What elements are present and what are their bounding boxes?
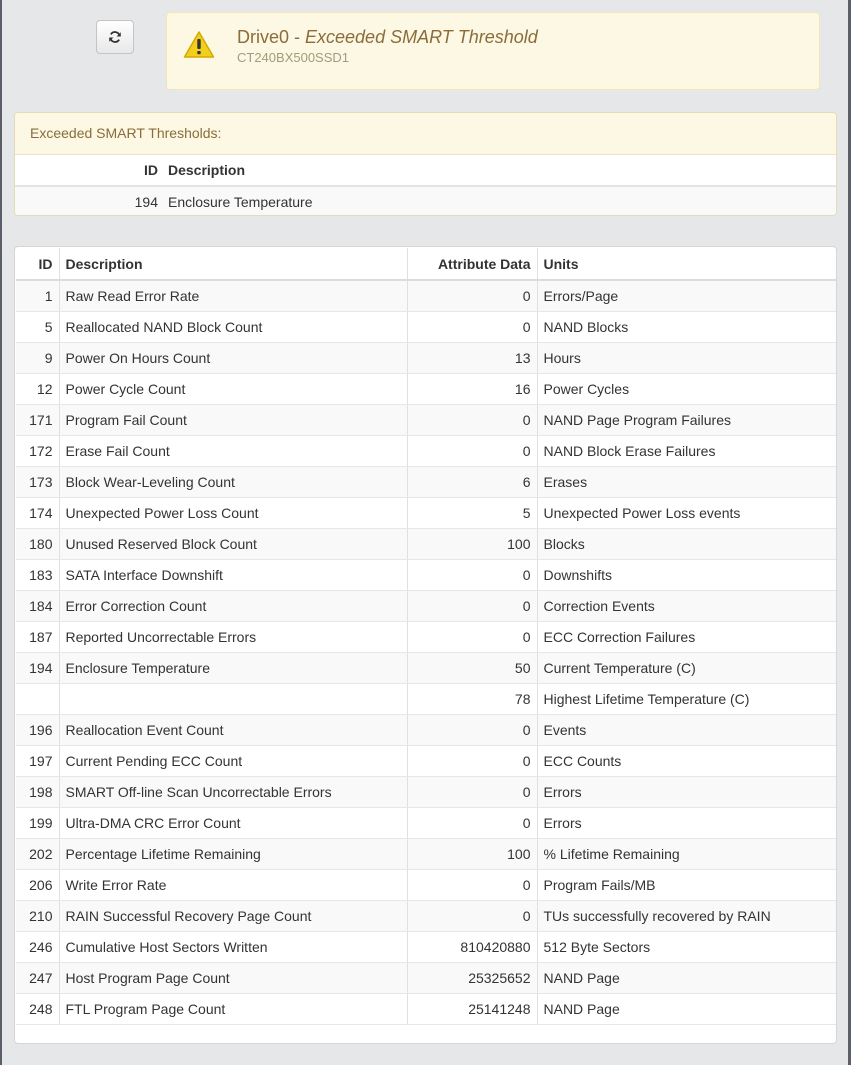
attribute-description: Cumulative Host Sectors Written: [59, 932, 407, 963]
attribute-data: 25325652: [407, 963, 537, 994]
page-panel: [2, 0, 848, 1065]
attribute-id: 173: [16, 467, 59, 498]
attribute-id: 198: [16, 777, 59, 808]
attribute-units: Power Cycles: [537, 374, 837, 405]
attribute-data: 100: [407, 529, 537, 560]
attribute-row: [16, 839, 837, 870]
attribute-description: Host Program Page Count: [59, 963, 407, 994]
attribute-units: ECC Correction Failures: [537, 622, 837, 653]
attribute-id: 206: [16, 870, 59, 901]
attribute-description: Enclosure Temperature: [59, 653, 407, 684]
attribute-units: Hours: [537, 343, 837, 374]
attribute-id: 197: [16, 746, 59, 777]
attribute-units: Blocks: [537, 529, 837, 560]
attribute-description: Block Wear-Leveling Count: [59, 467, 407, 498]
attribute-data: 5: [407, 498, 537, 529]
attribute-id: 171: [16, 405, 59, 436]
attribute-units: NAND Blocks: [537, 312, 837, 343]
attribute-row: [16, 901, 837, 932]
attribute-units: Downshifts: [537, 560, 837, 591]
threshold-col-description: Description: [163, 155, 836, 186]
attribute-description: Program Fail Count: [59, 405, 407, 436]
attribute-units: Events: [537, 715, 837, 746]
attribute-row: [16, 498, 837, 529]
attribute-units: NAND Page Program Failures: [537, 405, 837, 436]
attribute-data: 0: [407, 280, 537, 312]
attribute-row: [16, 870, 837, 901]
attribute-data: 0: [407, 436, 537, 467]
alert-title: [237, 27, 538, 48]
drive-name: Drive0: [237, 27, 290, 47]
attribute-row: [16, 280, 837, 312]
attribute-description: Power On Hours Count: [59, 343, 407, 374]
attribute-description: Error Correction Count: [59, 591, 407, 622]
col-units: Units: [537, 248, 837, 280]
smart-alert: [166, 12, 820, 90]
refresh-button[interactable]: [96, 20, 134, 54]
attribute-units: Highest Lifetime Temperature (C): [537, 684, 837, 715]
refresh-icon: [108, 30, 122, 44]
threshold-col-id: ID: [15, 155, 163, 186]
attribute-id: 172: [16, 436, 59, 467]
attribute-id: 210: [16, 901, 59, 932]
attribute-row: [16, 932, 837, 963]
attribute-id: 1: [16, 280, 59, 312]
attribute-data: 0: [407, 312, 537, 343]
attribute-id: 196: [16, 715, 59, 746]
attribute-units: NAND Page: [537, 994, 837, 1025]
attribute-row: [16, 529, 837, 560]
attribute-units: Errors/Page: [537, 280, 837, 312]
attribute-units: NAND Page: [537, 963, 837, 994]
attribute-row: [16, 467, 837, 498]
attribute-row: [16, 777, 837, 808]
attribute-description: Erase Fail Count: [59, 436, 407, 467]
attribute-description: FTL Program Page Count: [59, 994, 407, 1025]
attribute-id: 184: [16, 591, 59, 622]
attribute-description: Current Pending ECC Count: [59, 746, 407, 777]
attribute-row: [16, 808, 837, 839]
threshold-id: 194: [15, 186, 163, 216]
attribute-units: NAND Block Erase Failures: [537, 436, 837, 467]
attribute-row: [16, 312, 837, 343]
threshold-row: [15, 186, 836, 216]
attribute-units: Erases: [537, 467, 837, 498]
attribute-data: 810420880: [407, 932, 537, 963]
attribute-row: [16, 715, 837, 746]
attribute-description: Reallocation Event Count: [59, 715, 407, 746]
attribute-data: 0: [407, 777, 537, 808]
attribute-id: 199: [16, 808, 59, 839]
attribute-description: Unexpected Power Loss Count: [59, 498, 407, 529]
attribute-description: Write Error Rate: [59, 870, 407, 901]
attribute-row: [16, 343, 837, 374]
attribute-id: 174: [16, 498, 59, 529]
attribute-row: [16, 374, 837, 405]
attribute-units: ECC Counts: [537, 746, 837, 777]
attribute-id: 248: [16, 994, 59, 1025]
attribute-description: Reported Uncorrectable Errors: [59, 622, 407, 653]
attribute-data: 0: [407, 591, 537, 622]
drive-model: CT240BX500SSD1: [237, 50, 350, 65]
attribute-data: 13: [407, 343, 537, 374]
attribute-data: 25141248: [407, 994, 537, 1025]
attribute-description: Power Cycle Count: [59, 374, 407, 405]
attribute-id: 246: [16, 932, 59, 963]
attribute-id: 187: [16, 622, 59, 653]
attribute-id: [16, 684, 59, 715]
col-description: Description: [59, 248, 407, 280]
attributes-table: [16, 248, 837, 1025]
attributes-header-row: [16, 248, 837, 280]
attribute-row: [16, 994, 837, 1025]
attribute-data: 0: [407, 746, 537, 777]
attribute-row: [16, 591, 837, 622]
attributes-panel: [14, 246, 837, 1044]
title-separator: -: [289, 27, 306, 47]
attribute-units: % Lifetime Remaining: [537, 839, 837, 870]
attribute-data: 50: [407, 653, 537, 684]
threshold-panel: [14, 112, 837, 216]
attribute-id: 9: [16, 343, 59, 374]
attribute-units: Program Fails/MB: [537, 870, 837, 901]
attribute-id: 183: [16, 560, 59, 591]
attribute-description: Unused Reserved Block Count: [59, 529, 407, 560]
attribute-data: 100: [407, 839, 537, 870]
attributes-body: [16, 280, 837, 1025]
attribute-id: 5: [16, 312, 59, 343]
attribute-data: 0: [407, 715, 537, 746]
attribute-description: Raw Read Error Rate: [59, 280, 407, 312]
attribute-row: [16, 684, 837, 715]
attribute-data: 16: [407, 374, 537, 405]
threshold-panel-title: Exceeded SMART Thresholds:: [15, 113, 836, 155]
attribute-units: TUs successfully recovered by RAIN: [537, 901, 837, 932]
attribute-row: [16, 746, 837, 777]
threshold-description: Enclosure Temperature: [163, 186, 836, 216]
attribute-data: 0: [407, 808, 537, 839]
warning-icon: [183, 30, 215, 59]
col-attribute-data: Attribute Data: [407, 248, 537, 280]
attribute-units: Errors: [537, 808, 837, 839]
attribute-data: 0: [407, 405, 537, 436]
attribute-id: 247: [16, 963, 59, 994]
attribute-units: Unexpected Power Loss events: [537, 498, 837, 529]
attribute-description: [59, 684, 407, 715]
attribute-row: [16, 622, 837, 653]
attribute-description: SATA Interface Downshift: [59, 560, 407, 591]
attribute-units: Current Temperature (C): [537, 653, 837, 684]
attribute-units: Correction Events: [537, 591, 837, 622]
attribute-description: Ultra-DMA CRC Error Count: [59, 808, 407, 839]
attribute-row: [16, 963, 837, 994]
attribute-row: [16, 436, 837, 467]
drive-status: Exceeded SMART Threshold: [305, 27, 538, 47]
attribute-id: 180: [16, 529, 59, 560]
attribute-data: 0: [407, 870, 537, 901]
attribute-data: 0: [407, 560, 537, 591]
attribute-id: 194: [16, 653, 59, 684]
threshold-header-row: [15, 155, 836, 186]
attribute-row: [16, 560, 837, 591]
attribute-data: 78: [407, 684, 537, 715]
col-id: ID: [16, 248, 59, 280]
attribute-data: 6: [407, 467, 537, 498]
attribute-id: 12: [16, 374, 59, 405]
attribute-units: Errors: [537, 777, 837, 808]
attribute-data: 0: [407, 901, 537, 932]
attribute-description: SMART Off-line Scan Uncorrectable Errors: [59, 777, 407, 808]
attribute-description: Reallocated NAND Block Count: [59, 312, 407, 343]
threshold-table: [15, 155, 836, 216]
attribute-id: 202: [16, 839, 59, 870]
attribute-description: Percentage Lifetime Remaining: [59, 839, 407, 870]
attribute-data: 0: [407, 622, 537, 653]
attribute-units: 512 Byte Sectors: [537, 932, 837, 963]
attribute-row: [16, 653, 837, 684]
attribute-row: [16, 405, 837, 436]
attribute-description: RAIN Successful Recovery Page Count: [59, 901, 407, 932]
